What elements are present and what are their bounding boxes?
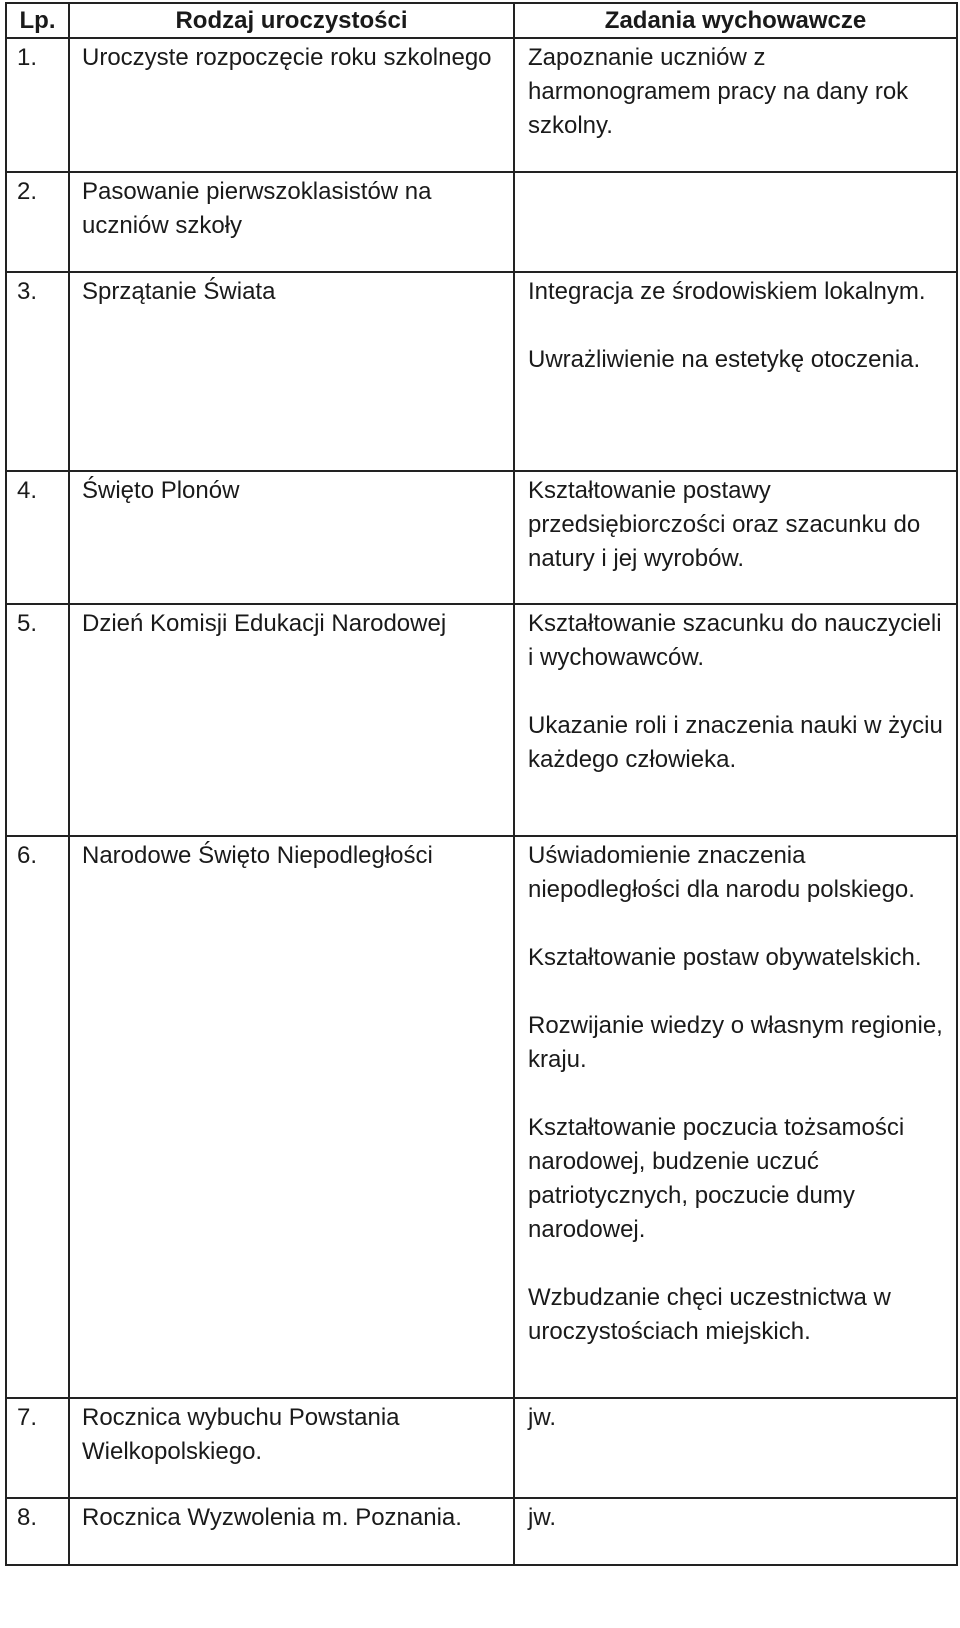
task-item: Uświadomienie znaczenia niepodległości dla narodu polskiego.: [528, 842, 915, 903]
ceremony-name: Rocznica Wyzwolenia m. Poznania.: [69, 1498, 514, 1565]
task-item: jw.: [528, 1504, 557, 1531]
tasks-cell: [514, 471, 957, 604]
table-row: [6, 604, 957, 836]
row-number: 1.: [6, 38, 69, 172]
tasks-cell: [514, 172, 957, 272]
row-number: 2.: [6, 172, 69, 272]
ceremony-name: Dzień Komisji Edukacji Narodowej: [69, 604, 514, 836]
ceremony-name: Narodowe Święto Niepodległości: [69, 836, 514, 1398]
ceremony-name: Rocznica wybuchu Powstania Wielkopolskiego.: [69, 1398, 514, 1498]
task-item: Kształtowanie szacunku do nauczycieli i wychowawców.: [528, 610, 942, 671]
row-number: 5.: [6, 604, 69, 836]
task-item: Kształtowanie poczucia tożsamości narodowej, budzenie uczuć patriotycznych, poczucie dumy narodowej.: [528, 1114, 905, 1243]
ceremony-name: Sprzątanie Świata: [69, 272, 514, 471]
task-item: Zapoznanie uczniów z harmonogramem pracy na dany rok szkolny.: [528, 44, 909, 139]
tasks-cell: [514, 1498, 957, 1565]
task-item: Uwrażliwienie na estetykę otoczenia.: [528, 346, 921, 373]
table-row: [6, 272, 957, 471]
row-number: 3.: [6, 272, 69, 471]
ceremony-name: Pasowanie pierwszoklasistów na uczniów szkoły: [69, 172, 514, 272]
tasks-cell: [514, 1398, 957, 1498]
table-header-row: [6, 3, 957, 38]
row-number: 7.: [6, 1398, 69, 1498]
tasks-cell: [514, 272, 957, 471]
task-item: Wzbudzanie chęci uczestnictwa w uroczystościach miejskich.: [528, 1284, 891, 1345]
task-item: jw.: [528, 1404, 557, 1431]
header-zadania: Zadania wychowawcze: [514, 3, 957, 38]
table-row: [6, 172, 957, 272]
header-lp: Lp.: [6, 3, 69, 38]
tasks-cell: [514, 836, 957, 1398]
table-row: [6, 1498, 957, 1565]
row-number: 4.: [6, 471, 69, 604]
task-item: Kształtowanie postaw obywatelskich.: [528, 944, 922, 971]
row-number: 6.: [6, 836, 69, 1398]
ceremony-name: Święto Plonów: [69, 471, 514, 604]
task-item: Integracja ze środowiskiem lokalnym.: [528, 278, 926, 305]
table-row: [6, 38, 957, 172]
task-item: Kształtowanie postawy przedsiębiorczości oraz szacunku do natury i jej wyrobów.: [528, 477, 921, 572]
ceremony-name: Uroczyste rozpoczęcie roku szkolnego: [69, 38, 514, 172]
table-row: [6, 836, 957, 1398]
uroczystosci-table: [5, 2, 958, 1566]
header-rodzaj: Rodzaj uroczystości: [69, 3, 514, 38]
task-item: Ukazanie roli i znaczenia nauki w życiu każdego człowieka.: [528, 712, 943, 773]
table-row: [6, 471, 957, 604]
row-number: 8.: [6, 1498, 69, 1565]
task-item: Rozwijanie wiedzy o własnym regionie, kraju.: [528, 1012, 943, 1073]
tasks-cell: [514, 38, 957, 172]
table-row: [6, 1398, 957, 1498]
tasks-cell: [514, 604, 957, 836]
